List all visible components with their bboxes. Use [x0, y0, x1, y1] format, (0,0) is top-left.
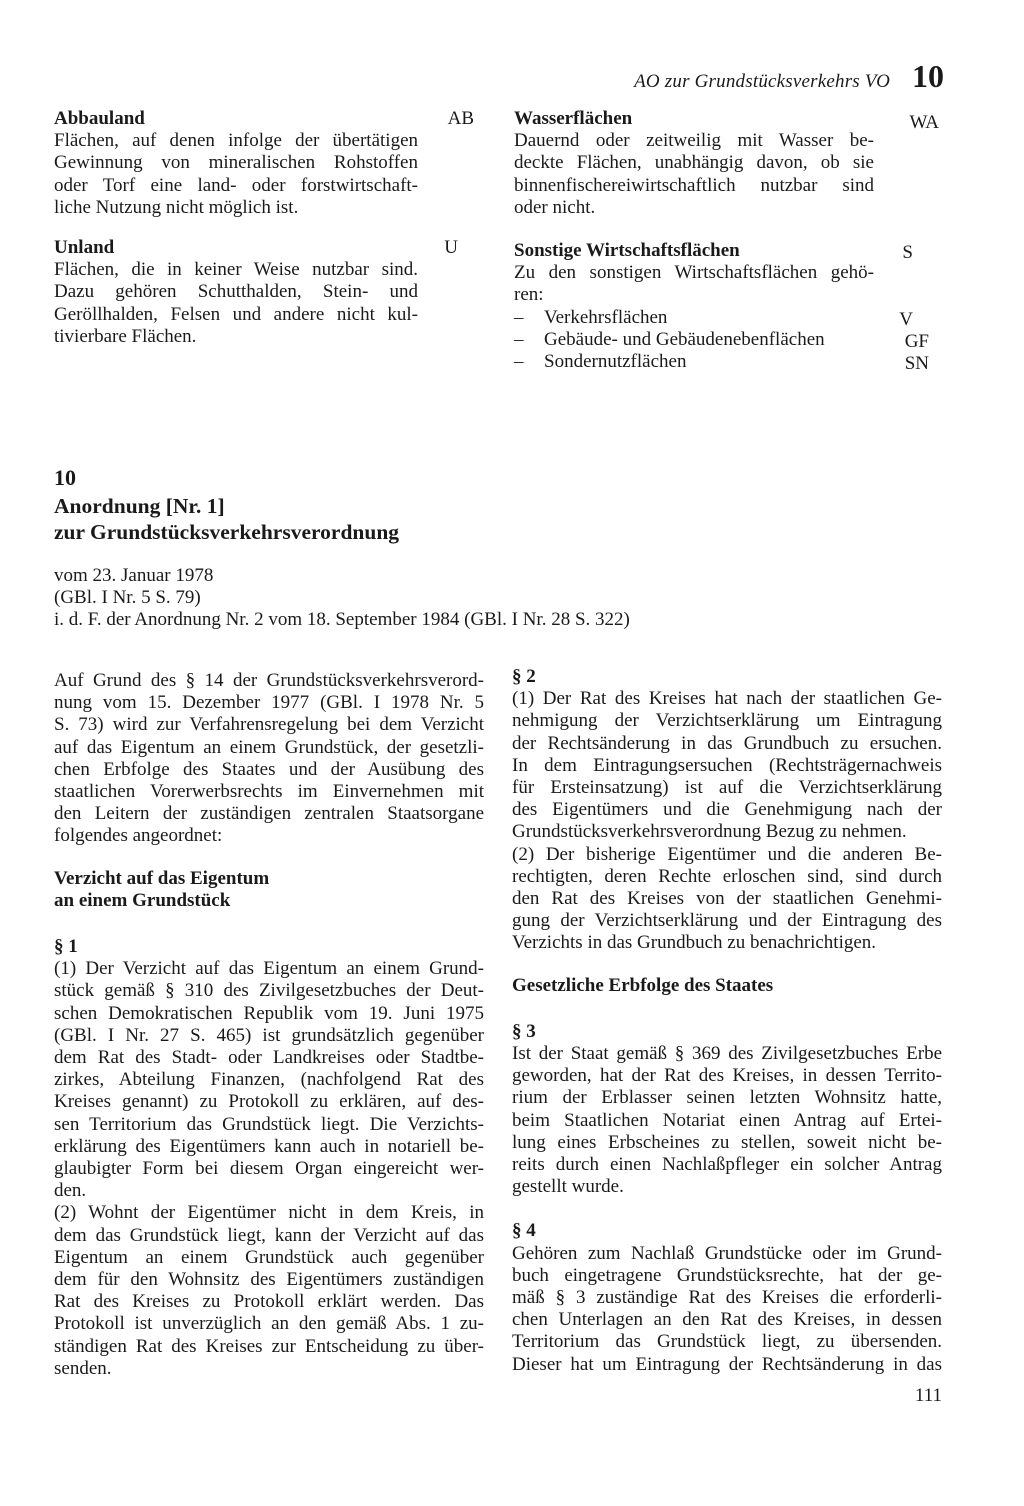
document-version: i. d. F. der Anordnung Nr. 2 vom 18. September 1984 (GBl. I Nr. 28 S. 322)	[54, 609, 630, 631]
paragraph-1-abs2: (2) Wohnt der Eigentümer nicht in dem Kreis, in dem das Grundstück liegt, kann der Verzicht auf das Eigentum an einem Grundstück auch gegenüber dem für den Wohnsitz des Eigentümers zuständigen Rat des Kreises zu Protokoll erklärt werden. Das Protokoll ist unverzüglich an den gemäß Abs. 1 zu- ständigen Rat des Kreises zur Entscheidung zu über- senden.	[54, 1202, 484, 1379]
list-item-code: GF	[904, 330, 929, 352]
paragraph-3-text: Ist der Staat gemäß § 369 des Zivilgesetzbuches Erbe geworden, hat der Rat des Kreises, in dessen Territo- rium der Erblasser seinen letzten Wohnsitz hatte, beim Staatlichen Notariat einen Antrag auf Ertei- lung eines Erbscheines zu stellen, soweit nicht be- reits durch einen Nachlaßpfleger ein solcher Antrag gestellt wurde.	[512, 1043, 942, 1198]
definition-code: WA	[909, 112, 939, 133]
paragraph-2-title: § 2	[512, 666, 536, 687]
paragraph-4-text: Gehören zum Nachlaß Grundstücke oder im Grund- buch eingetragene Grundstücksrechte, hat der ge- mäß § 3 zuständige Rat des Kreises die erforderli- chen Unterlagen an den Rat des Kreises, in dessen Territorium das Grundstück liegt, zu übersenden. Dieser hat um Eintragung der Rechtsänderung in das	[512, 1242, 942, 1375]
list-item: – Gebäude- und Gebäudenebenflächen GF	[514, 328, 929, 352]
paragraph-2-abs1: (1) Der Rat des Kreises hat nach der staatlichen Ge- nehmigung der Verzichtserklärung um Eintragung der Rechtsänderung in das Grundbuch zu ersuchen. In dem Eintragungsersuchen (Rechtsträgernachweis für Ersteinsatzung) ist auf die Verzichtserklärung des Eigentümers und die Genehmigung nach der Grundstücksverkehrsverordnung Bezug zu nehmen.	[512, 688, 942, 843]
list-item-code: SN	[904, 353, 929, 375]
definition-abbauland	[54, 108, 474, 219]
paragraph-3-title: § 3	[512, 1020, 536, 1042]
definition-term: Sonstige Wirtschaftsflächen	[514, 240, 740, 261]
definition-text: Dauernd oder zeitweilig mit Wasser be- deckte Flächen, unabhängig davon, ob sie binnenfischereiwirtschaftlich nutzbar sind oder nicht.	[514, 130, 874, 218]
document-source: (GBl. I Nr. 5 S. 79)	[54, 587, 201, 609]
document-date: vom 23. Januar 1978	[54, 565, 214, 586]
right-column	[512, 666, 942, 1376]
definition-term: Unland	[54, 237, 115, 258]
list-item: – Sondernutzflächen SN	[514, 351, 929, 375]
section-heading-erbfolge: Gesetzliche Erbfolge des Staates	[512, 974, 774, 996]
definition-code: S	[902, 242, 913, 263]
list-item-code: V	[899, 308, 913, 330]
definition-text: Zu den sonstigen Wirtschaftsflächen gehö- ren:	[514, 262, 874, 306]
definition-wasserflaechen	[514, 108, 939, 219]
section-heading-verzicht: Verzicht auf das Eigentum an einem Grundstück	[54, 867, 270, 911]
preamble: Auf Grund des § 14 der Grundstücksverkehrsverord- nung vom 15. Dezember 1977 (GBl. I 1978 Nr. 5 S. 73) wird zur Verfahrensregelung bei dem Verzicht auf das Eigentum an einem Grundstück, der gesetzli- chen Erbfolge des Staates und der Ausübung des staatlichen Vorerwerbsrechts im Einvernehmen mit den Leitern der zuständigen zentralen Staatsorgane folgendes angeordnet:	[54, 670, 484, 847]
running-title: AO zur Grundstücksverkehrs VO	[634, 71, 890, 92]
definition-term: Wasserflächen	[514, 108, 633, 129]
document-title-line2: zur Grundstücksverkehrsverordnung	[54, 520, 400, 544]
document-number: 10	[54, 465, 76, 490]
chapter-number: 10	[912, 58, 944, 94]
paragraph-2-abs2: (2) Der bisherige Eigentümer und die anderen Be- rechtigten, deren Rechte erloschen sind, sind durch den Rat des Kreises von der staatlichen Genehmi- gung der Verzichtserklärung und der Eintragung des Verzichts in das Grundbuch zu benachrichtigen.	[512, 843, 942, 954]
definition-sonstige	[514, 240, 939, 373]
paragraph-4-title: § 4	[512, 1220, 536, 1242]
left-column	[54, 670, 484, 1380]
definition-code: AB	[447, 108, 474, 129]
definition-list	[514, 307, 939, 374]
definition-unland	[54, 237, 474, 348]
paragraph-1-title: § 1	[54, 936, 78, 958]
list-item: – Verkehrsflächen V	[514, 306, 913, 330]
running-header	[634, 58, 944, 95]
page-number: 111	[914, 1385, 942, 1406]
definition-code: U	[444, 237, 458, 258]
definition-text: Flächen, auf denen infolge der übertätigen Gewinnung von mineralischen Rohstoffen oder Torf eine land- oder forstwirtschaft- liche Nutzung nicht möglich ist.	[54, 130, 418, 218]
definition-term: Abbauland	[54, 108, 145, 129]
definition-text: Flächen, die in keiner Weise nutzbar sind. Dazu gehören Schutthalden, Stein- und Geröllhalden, Felsen und andere nicht kul- tivierbare Flächen.	[54, 259, 418, 347]
document-title-line1: Anordnung [Nr. 1]	[54, 494, 225, 518]
paragraph-1-abs1: (1) Der Verzicht auf das Eigentum an einem Grund- stück gemäß § 310 des Zivilgesetzbuches der Deut- schen Demokratischen Republik vom 19. Juni 1975 (GBl. I Nr. 27 S. 465) ist grundsätzlich gegenüber dem Rat des Stadt- oder Landkreises oder Stadtbe- zirkes, Abteilung Finanzen, (nachfolgend Rat des Kreises genannt) zu Protokoll zu erklären, auf des- sen Territorium das Grundstück liegt. Die Verzichts- erklärung des Eigentümers kann auch in notariell be- glaubigter Form bei diesem Organ eingereicht wer- den.	[54, 958, 484, 1202]
document-heading	[54, 465, 630, 632]
